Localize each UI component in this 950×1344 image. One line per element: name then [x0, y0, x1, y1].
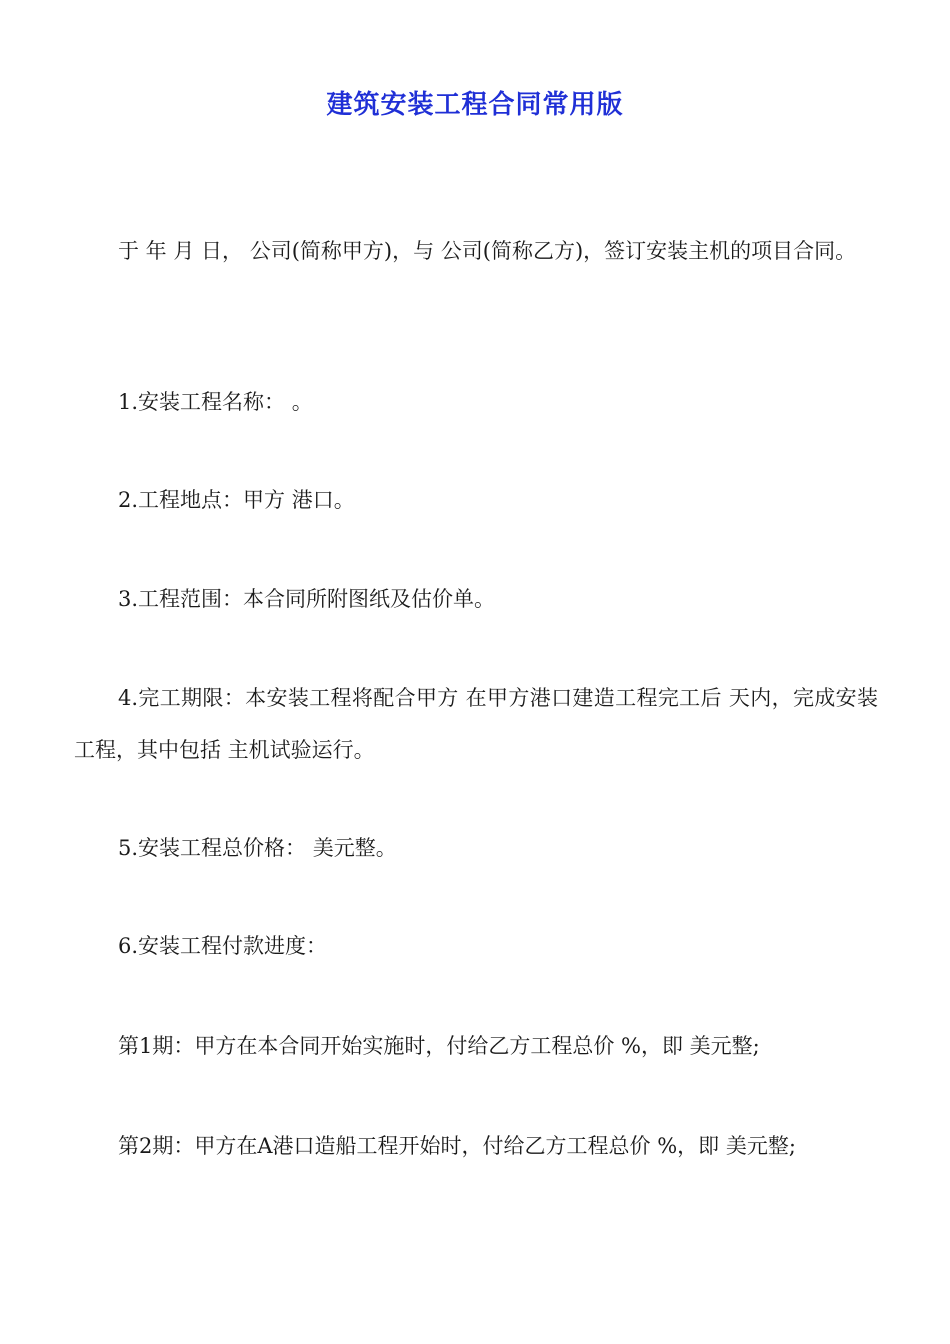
paragraph-item-6: 6.安装工程付款进度：	[118, 934, 328, 958]
document-title: 建筑安装工程合同常用版	[326, 90, 624, 120]
paragraph-installment-2: 第2期：甲方在A港口造船工程开始时，付给乙方工程总价 %，即 美元整;	[118, 1134, 796, 1158]
paragraph-item-4: 4.完工期限：本安装工程将配合甲方 在甲方港口建造工程完工后 天内，完成安装工程，其中包括 主机试验运行。	[74, 686, 878, 762]
paragraph-item-3: 3.工程范围：本合同所附图纸及估价单。	[118, 587, 496, 611]
paragraph-item-5: 5.安装工程总价格： 美元整。	[118, 836, 397, 860]
paragraph-intro: 于 年 月 日， 公司(简称甲方)，与 公司(简称乙方)，签订安装主机的项目合同。	[118, 239, 857, 263]
paragraph-installment-1: 第1期：甲方在本合同开始实施时，付给乙方工程总价 %，即 美元整;	[118, 1034, 760, 1058]
paragraph-item-1: 1.安装工程名称： 。	[118, 390, 313, 414]
paragraph-item-2: 2.工程地点：甲方 港口。	[118, 488, 355, 512]
